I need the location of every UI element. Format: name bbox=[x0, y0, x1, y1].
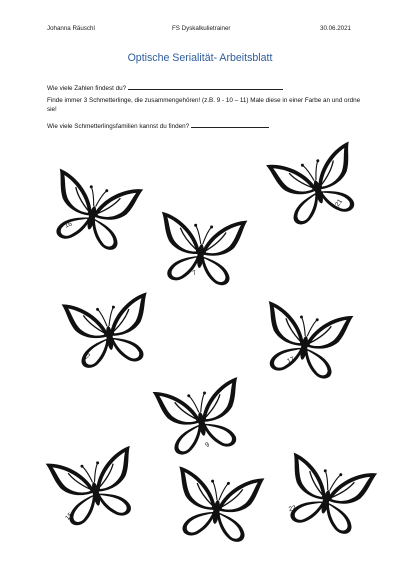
butterfly-22[interactable] bbox=[274, 450, 379, 544]
butterfly-icon bbox=[264, 139, 371, 235]
butterfly-16[interactable] bbox=[40, 166, 145, 260]
butterfly-23[interactable] bbox=[59, 290, 158, 376]
butterfly-number: 7 bbox=[191, 269, 198, 278]
butterfly-icon bbox=[152, 209, 249, 292]
answer-line-1[interactable] bbox=[128, 83, 283, 90]
butterfly-7[interactable] bbox=[152, 209, 249, 292]
butterfly-icon bbox=[254, 299, 355, 388]
butterfly-15[interactable] bbox=[43, 443, 146, 534]
butterfly-9[interactable] bbox=[150, 375, 251, 464]
butterfly-icon bbox=[40, 166, 145, 260]
butterfly-number: 16 bbox=[63, 220, 74, 230]
butterfly-number: 17 bbox=[286, 355, 296, 366]
butterfly-icon bbox=[274, 450, 379, 544]
butterfly-17[interactable] bbox=[254, 299, 355, 388]
question-3-text: Wie viele Schmetterlingsfamilien kannst du finden? bbox=[47, 123, 190, 130]
butterfly-8[interactable] bbox=[167, 464, 266, 550]
question-2 bbox=[47, 97, 367, 114]
butterfly-number: 23 bbox=[82, 350, 93, 361]
question-2-text: Finde immer 3 Schmetterlinge, die zusammengehören! (z.B. 9 - 10 – 11) Male diese in einer Farbe an und ordne sie! bbox=[47, 97, 361, 113]
question-3 bbox=[47, 121, 367, 132]
butterfly-icon bbox=[59, 290, 158, 376]
page-title: Optische Serialität- Arbeitsblatt bbox=[127, 52, 273, 64]
butterfly-icon bbox=[150, 375, 251, 464]
answer-line-3[interactable] bbox=[191, 121, 269, 128]
question-1-text: Wie viele Zahlen findest du? bbox=[47, 85, 127, 92]
header-author: Johanna Räuschl bbox=[47, 25, 95, 32]
page-header bbox=[0, 25, 400, 37]
question-1 bbox=[47, 83, 367, 94]
butterfly-number: 15 bbox=[64, 511, 75, 522]
butterfly-number: 21 bbox=[334, 198, 345, 209]
butterfly-number: 9 bbox=[204, 441, 212, 450]
header-center: FS Dyskalkulietrainer bbox=[172, 25, 231, 32]
butterfly-number: 22 bbox=[288, 504, 297, 514]
butterfly-icon bbox=[167, 464, 266, 550]
butterfly-icon bbox=[43, 443, 146, 534]
butterfly-21[interactable] bbox=[264, 139, 371, 235]
header-date: 30.06.2021 bbox=[320, 25, 351, 32]
butterfly-number: 8 bbox=[182, 527, 189, 536]
